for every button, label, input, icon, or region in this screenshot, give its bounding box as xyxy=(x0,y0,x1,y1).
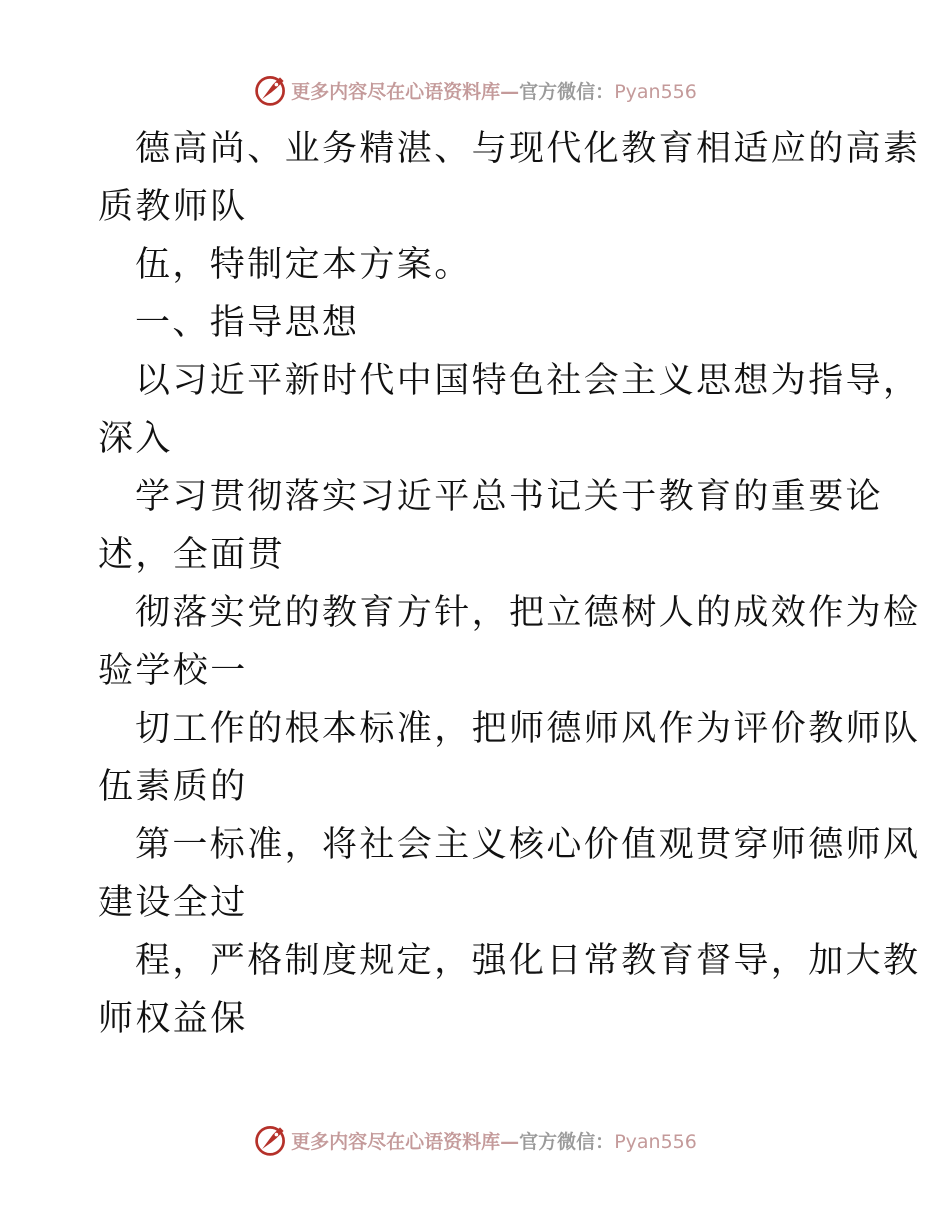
watermark-wechat-id: Pyan556 xyxy=(614,1130,697,1153)
text-line: 述，全面贯 xyxy=(98,535,286,575)
text-line: 师权益保 xyxy=(98,999,248,1039)
watermark-wechat-label: 官方微信： xyxy=(519,80,615,103)
text-line: 建设全过 xyxy=(98,883,248,923)
text-line: 伍素质的 xyxy=(98,767,248,807)
pen-nib-logo-icon xyxy=(253,1122,289,1158)
watermark-wechat-id: Pyan556 xyxy=(614,80,697,103)
header-watermark xyxy=(0,70,950,110)
text-line: 学习贯彻落实习近平总书记关于教育的重要论 xyxy=(135,477,884,517)
text-line: 深入 xyxy=(98,419,173,459)
footer-watermark xyxy=(0,1120,950,1160)
watermark-wechat-label: 官方微信： xyxy=(519,1130,615,1153)
text-line: 以习近平新时代中国特色社会主义思想为指导， xyxy=(135,361,921,401)
text-line: 一、指导思想 xyxy=(135,303,360,343)
text-line: 彻落实党的教育方针，把立德树人的成效作为检 xyxy=(135,593,921,633)
text-line: 验学校一 xyxy=(98,651,248,691)
text-line: 质教师队 xyxy=(98,187,248,227)
watermark-main-text: 更多内容尽在心语资料库 xyxy=(291,1130,501,1153)
text-line: 切工作的根本标准，把师德师风作为评价教师队 xyxy=(135,709,921,749)
text-line: 程，严格制度规定，强化日常教育督导，加大教 xyxy=(135,941,921,981)
document-body xyxy=(98,120,921,1048)
text-line: 第一标准，将社会主义核心价值观贯穿师德师风 xyxy=(135,825,921,865)
pen-nib-logo-icon xyxy=(253,72,289,108)
text-line: 德高尚、业务精湛、与现代化教育相适应的高素 xyxy=(135,129,921,169)
text-line: 伍，特制定本方案。 xyxy=(135,245,472,285)
watermark-separator: — xyxy=(500,80,520,103)
watermark-main-text: 更多内容尽在心语资料库 xyxy=(291,80,501,103)
watermark-separator: — xyxy=(500,1130,520,1153)
